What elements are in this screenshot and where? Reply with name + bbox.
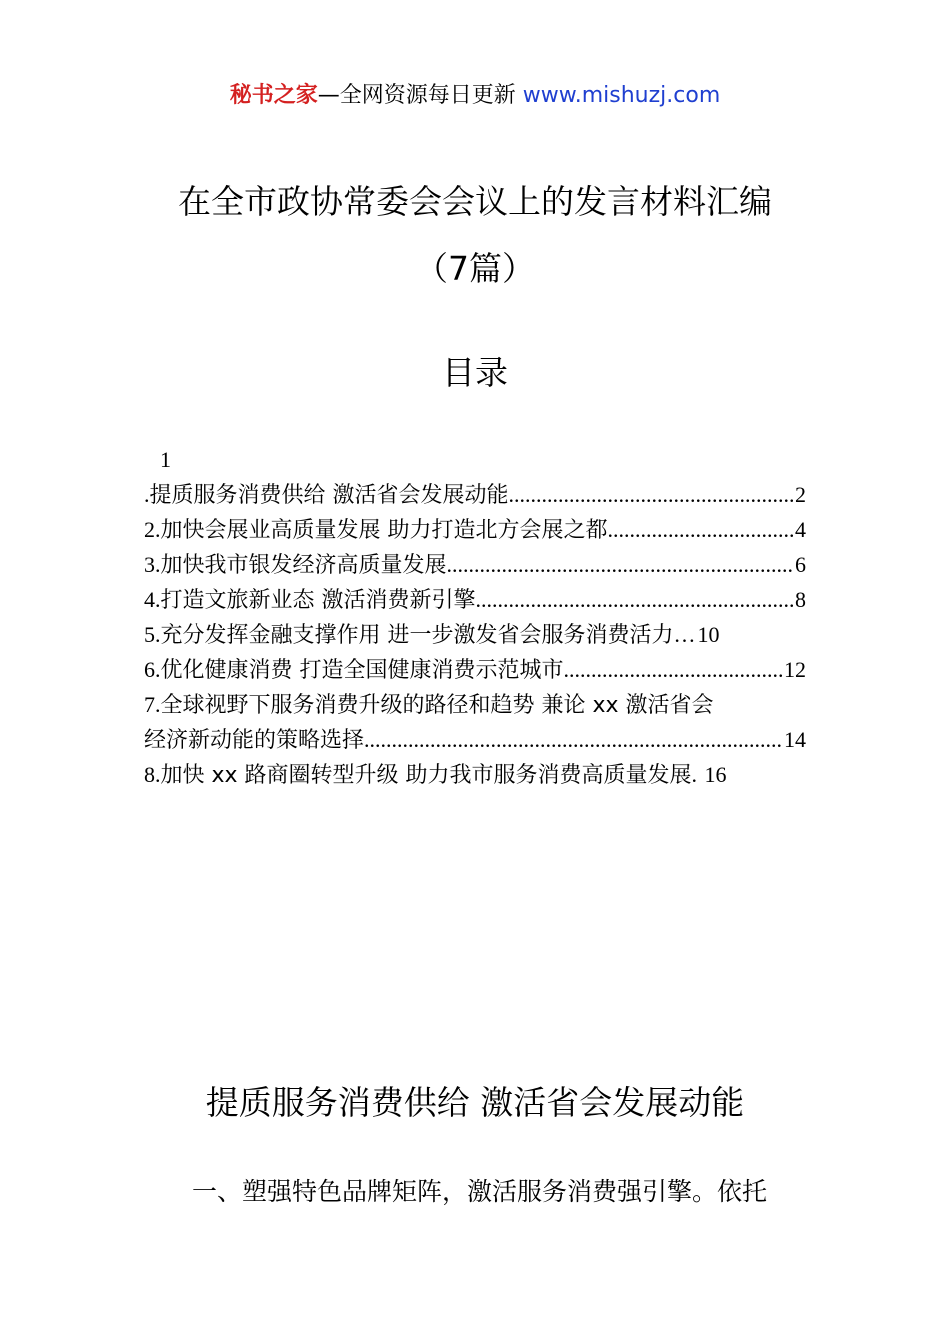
toc-item-text: 加快 xx 路商圈转型升级 助力我市服务消费高质量发展 <box>160 763 692 788</box>
toc-item-number: 6. <box>144 657 161 682</box>
toc-item-2[interactable] <box>144 512 806 547</box>
toc-item-text: 优化健康消费 打造全国健康消费示范城市 <box>160 658 564 683</box>
toc-item-7[interactable] <box>144 687 806 722</box>
toc-dot-leader <box>564 652 783 687</box>
toc-ellipsis-leader: … <box>673 622 696 647</box>
toc-page-number: 12 <box>784 657 806 682</box>
toc-item-text: 提质服务消费供给 激活省会发展动能 <box>149 483 509 508</box>
toc-item-text: 打造文旅新业态 激活消费新引擎 <box>160 588 476 613</box>
toc-item-number: 4. <box>144 587 161 612</box>
banner-brand: 秘书之家 <box>229 83 318 108</box>
table-of-contents <box>144 442 806 792</box>
toc-dot-leader <box>447 547 793 582</box>
toc-item-7-continuation[interactable] <box>144 722 806 757</box>
toc-item-text: 加快会展业高质量发展 助力打造北方会展之都 <box>160 518 608 543</box>
toc-page-number: 6 <box>795 552 806 577</box>
toc-dot-leader <box>608 512 794 547</box>
toc-item-4[interactable] <box>144 582 806 617</box>
toc-page-number: 4 <box>795 517 806 542</box>
toc-item-text: 充分发挥金融支撑作用 进一步激发省会服务消费活力 <box>160 623 674 648</box>
toc-dot-leader: . <box>691 762 703 787</box>
toc-item-5[interactable] <box>144 617 806 652</box>
toc-item-number: 7. <box>144 692 161 717</box>
toc-heading: 目录 <box>442 353 508 392</box>
toc-item-number: . <box>144 482 150 507</box>
toc-item-text: 全球视野下服务消费升级的路径和趋势 兼论 xx 激活省会 <box>160 693 714 718</box>
document-subtitle: （7篇） <box>415 249 535 288</box>
toc-item-8[interactable] <box>144 757 806 792</box>
site-banner <box>0 80 950 112</box>
toc-item-1[interactable] <box>144 477 806 512</box>
toc-dot-leader <box>364 722 782 757</box>
document-title: 在全市政协常委会会议上的发言材料汇编 <box>178 182 772 221</box>
toc-item-text: 加快我市银发经济高质量发展 <box>160 553 447 578</box>
toc-dot-leader <box>509 477 794 512</box>
toc-item-text: 经济新动能的策略选择 <box>144 728 365 753</box>
toc-page-number: 14 <box>784 727 806 752</box>
body-paragraph: 一、塑强特色品牌矩阵，激活服务消费强引擎。依托 <box>192 1177 768 1206</box>
toc-item-3[interactable] <box>144 547 806 582</box>
toc-item-number: 5. <box>144 622 161 647</box>
toc-item-number: 3. <box>144 552 161 577</box>
banner-url-link[interactable]: www.mishuzj.com <box>522 83 721 108</box>
toc-page-number: 2 <box>795 482 806 507</box>
toc-page-number: 10 <box>697 622 720 647</box>
toc-page-number: 8 <box>795 587 806 612</box>
toc-page-number: 16 <box>704 762 727 787</box>
toc-item-number: 8. <box>144 762 161 787</box>
toc-item-6[interactable] <box>144 652 806 687</box>
toc-item-number: 2. <box>144 517 161 542</box>
toc-dot-leader <box>476 582 794 617</box>
section-heading: 提质服务消费供给 激活省会发展动能 <box>205 1083 745 1122</box>
toc-lead-number: 1 <box>160 447 171 472</box>
banner-tagline: —全网资源每日更新 <box>317 83 523 108</box>
